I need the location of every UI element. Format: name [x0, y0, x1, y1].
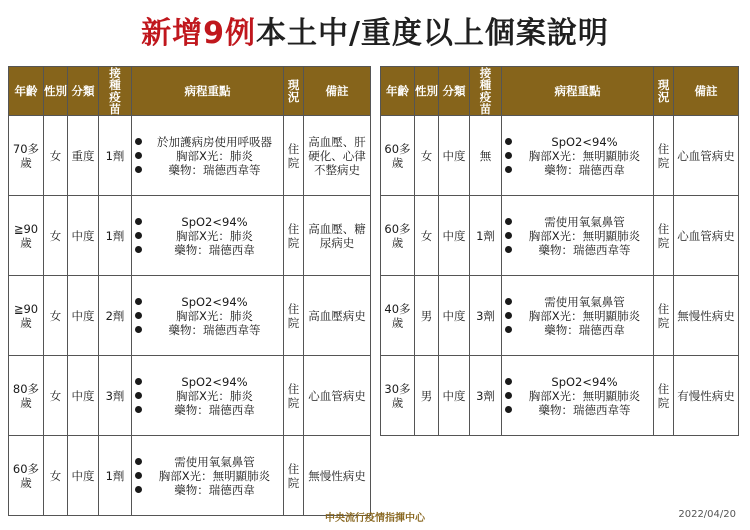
cell-sex: 女	[44, 276, 68, 356]
cell-vaccine: 無	[470, 116, 502, 196]
cell-age: 60多歲	[381, 196, 415, 276]
footer	[0, 509, 750, 525]
header-note: 備註	[674, 67, 739, 116]
cell-status: 住院	[284, 116, 304, 196]
cell-category: 中度	[439, 356, 470, 436]
cell-vaccine: 2劑	[99, 276, 132, 356]
table-header-row	[381, 67, 739, 116]
cell-sex: 女	[44, 436, 68, 516]
course-item: 胸部X光：肺炎	[132, 389, 283, 403]
cell-vaccine: 1劑	[99, 116, 132, 196]
course-item: 藥物：瑞德西韋等	[132, 323, 283, 337]
cell-course	[132, 116, 284, 196]
course-item: SpO2<94%	[132, 215, 283, 229]
cell-status: 住院	[654, 356, 674, 436]
case-row	[381, 276, 739, 356]
course-item: SpO2<94%	[132, 295, 283, 309]
cell-category: 中度	[439, 116, 470, 196]
header-sex: 性別	[415, 67, 439, 116]
cell-sex: 女	[415, 116, 439, 196]
cell-note: 高血壓、肝硬化、心律不整病史	[304, 116, 371, 196]
course-item: 藥物：瑞德西韋	[132, 403, 283, 417]
case-row	[9, 196, 371, 276]
course-item: SpO2<94%	[502, 135, 653, 149]
cell-course	[132, 196, 284, 276]
cell-vaccine: 1劑	[470, 196, 502, 276]
cell-course	[502, 116, 654, 196]
cell-age: ≧90歲	[9, 196, 44, 276]
case-row	[381, 196, 739, 276]
cell-category: 中度	[68, 276, 99, 356]
course-item: 胸部X光：肺炎	[132, 149, 283, 163]
cell-age: 70多歲	[9, 116, 44, 196]
course-item: 藥物：瑞德西韋	[502, 323, 653, 337]
cell-note: 高血壓病史	[304, 276, 371, 356]
course-item: 胸部X光：無明顯肺炎	[502, 389, 653, 403]
case-table-left	[8, 66, 371, 516]
course-item: 於加護病房使用呼吸器	[132, 135, 283, 149]
cell-age: ≧90歲	[9, 276, 44, 356]
course-item: 藥物：瑞德西韋等	[132, 163, 283, 177]
course-item: 需使用氧氣鼻管	[502, 295, 653, 309]
cell-course	[502, 276, 654, 356]
cell-status: 住院	[654, 116, 674, 196]
cell-category: 中度	[68, 196, 99, 276]
header-age: 年齡	[9, 67, 44, 116]
cell-course	[132, 276, 284, 356]
cell-sex: 女	[415, 196, 439, 276]
course-item: 藥物：瑞德西韋	[132, 243, 283, 257]
footer-organization: 中央流行疫情指揮中心	[325, 513, 425, 524]
header-course: 病程重點	[132, 67, 284, 116]
course-item: 胸部X光：肺炎	[132, 229, 283, 243]
course-item: 藥物：瑞德西韋等	[502, 243, 653, 257]
header-vaccine: 接種疫苗	[470, 67, 502, 116]
cell-category: 中度	[68, 356, 99, 436]
header-course: 病程重點	[502, 67, 654, 116]
header-note: 備註	[304, 67, 371, 116]
cell-status: 住院	[284, 196, 304, 276]
cell-sex: 女	[44, 116, 68, 196]
case-table-right	[380, 66, 739, 436]
footer-date: 2022/04/20	[678, 509, 736, 520]
course-item: 胸部X光：無明顯肺炎	[132, 469, 283, 483]
case-row	[9, 356, 371, 436]
page-title	[0, 10, 750, 50]
course-item: SpO2<94%	[502, 375, 653, 389]
cell-status: 住院	[284, 356, 304, 436]
course-item: 藥物：瑞德西韋	[132, 483, 283, 497]
cell-note: 心血管病史	[674, 116, 739, 196]
course-item: 需使用氧氣鼻管	[502, 215, 653, 229]
cell-note: 高血壓、糖尿病史	[304, 196, 371, 276]
table-header-row	[9, 67, 371, 116]
cell-sex: 男	[415, 276, 439, 356]
case-row	[9, 116, 371, 196]
case-row	[381, 356, 739, 436]
cell-course	[132, 356, 284, 436]
header-age: 年齡	[381, 67, 415, 116]
title-highlight: 新增9例	[141, 16, 256, 51]
cell-note: 心血管病史	[674, 196, 739, 276]
cell-note: 無慢性病史	[304, 436, 371, 516]
cell-status: 住院	[284, 436, 304, 516]
header-category: 分類	[439, 67, 470, 116]
course-item: SpO2<94%	[132, 375, 283, 389]
cell-sex: 女	[44, 356, 68, 436]
course-item: 藥物：瑞德西韋等	[502, 403, 653, 417]
case-row	[9, 436, 371, 516]
cell-vaccine: 3劑	[470, 276, 502, 356]
cell-note: 有慢性病史	[674, 356, 739, 436]
cell-status: 住院	[654, 276, 674, 356]
course-item: 需使用氧氣鼻管	[132, 455, 283, 469]
cell-course	[502, 356, 654, 436]
cell-course	[132, 436, 284, 516]
cell-status: 住院	[654, 196, 674, 276]
course-item: 胸部X光：肺炎	[132, 309, 283, 323]
header-sex: 性別	[44, 67, 68, 116]
cell-category: 中度	[439, 276, 470, 356]
cell-vaccine: 3劑	[99, 356, 132, 436]
course-item: 胸部X光：無明顯肺炎	[502, 229, 653, 243]
header-status: 現況	[284, 67, 304, 116]
cell-vaccine: 1劑	[99, 436, 132, 516]
course-item: 胸部X光：無明顯肺炎	[502, 309, 653, 323]
cell-vaccine: 1劑	[99, 196, 132, 276]
cell-vaccine: 3劑	[470, 356, 502, 436]
cell-category: 中度	[439, 196, 470, 276]
cell-category: 重度	[68, 116, 99, 196]
cell-age: 30多歲	[381, 356, 415, 436]
course-item: 藥物：瑞德西韋	[502, 163, 653, 177]
cell-course	[502, 196, 654, 276]
cell-age: 40多歲	[381, 276, 415, 356]
cell-sex: 女	[44, 196, 68, 276]
cell-category: 中度	[68, 436, 99, 516]
cell-age: 60多歲	[381, 116, 415, 196]
cell-status: 住院	[284, 276, 304, 356]
cell-age: 80多歲	[9, 356, 44, 436]
header-status: 現況	[654, 67, 674, 116]
title-main: 本土中/重度以上個案說明	[255, 16, 609, 51]
cell-age: 60多歲	[9, 436, 44, 516]
cell-sex: 男	[415, 356, 439, 436]
cell-note: 心血管病史	[304, 356, 371, 436]
case-row	[9, 276, 371, 356]
header-category: 分類	[68, 67, 99, 116]
case-row	[381, 116, 739, 196]
course-item: 胸部X光：無明顯肺炎	[502, 149, 653, 163]
cell-note: 無慢性病史	[674, 276, 739, 356]
header-vaccine: 接種疫苗	[99, 67, 132, 116]
